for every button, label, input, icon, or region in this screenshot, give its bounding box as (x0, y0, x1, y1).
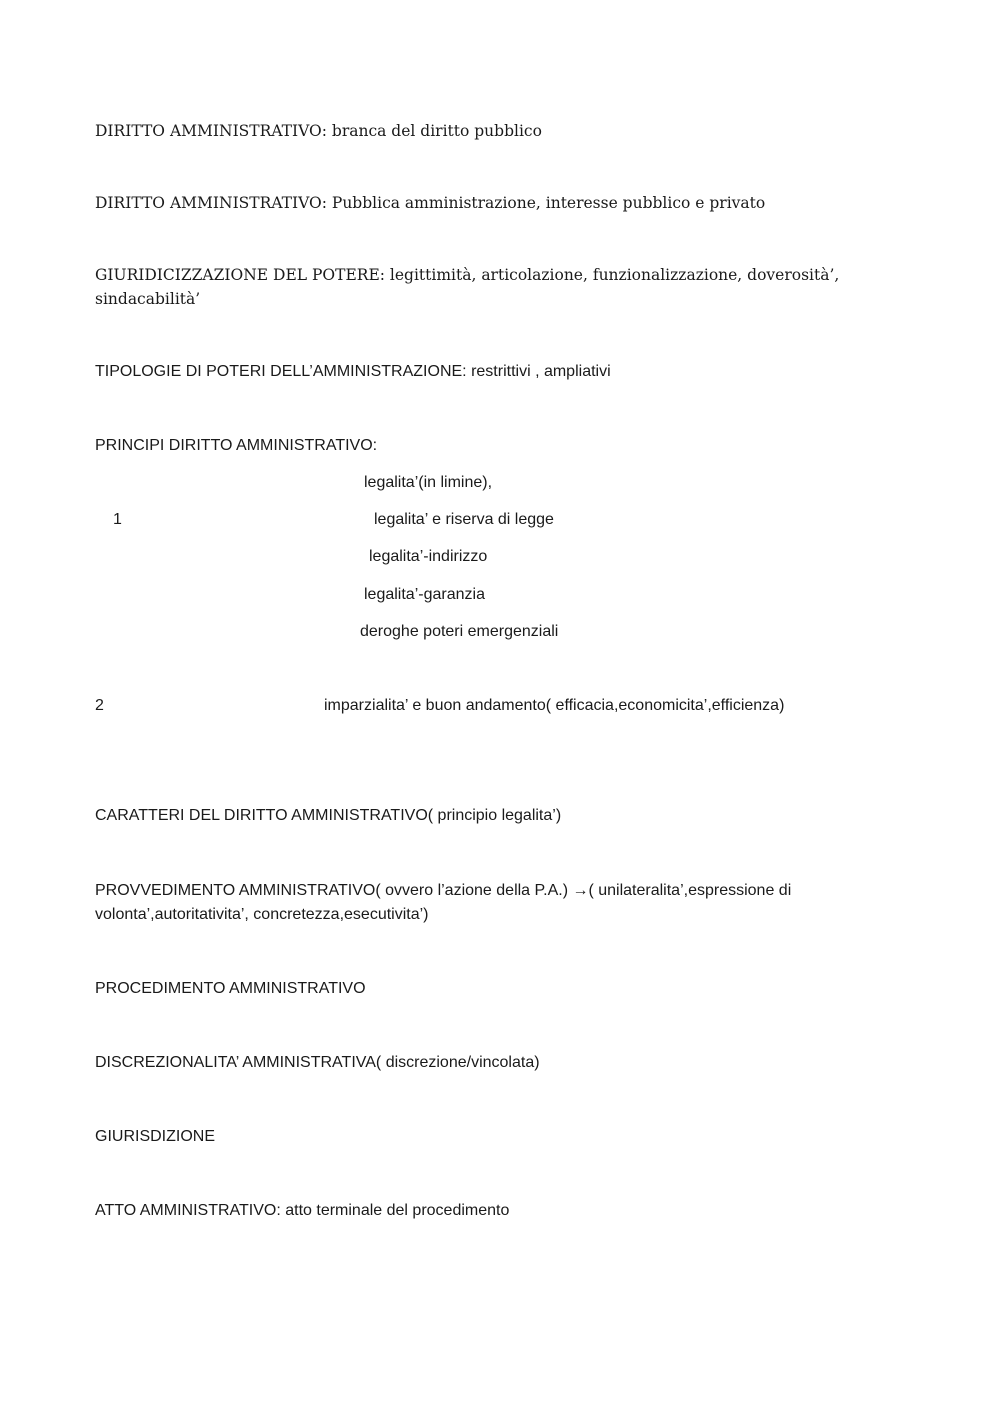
section-heading: PRINCIPI DIRITTO AMMINISTRATIVO: (95, 437, 378, 454)
principle-number: 2 (95, 697, 104, 714)
principle-item: legalita’ e riserva di legge (374, 511, 554, 528)
definition-line: DIRITTO AMMINISTRATIVO: branca del diritto pubblico (95, 122, 542, 140)
principle-item: legalita’(in limine), (364, 474, 493, 491)
section-heading: PROCEDIMENTO AMMINISTRATIVO (95, 980, 366, 997)
principle-item: deroghe poteri emergenziali (360, 623, 559, 640)
section-heading: DISCREZIONALITA’ AMMINISTRATIVA( discrezione/vincolata) (95, 1054, 540, 1071)
section-heading: CARATTERI DEL DIRITTO AMMINISTRATIVO( principio legalita’) (95, 807, 562, 824)
section-heading: ATTO AMMINISTRATIVO: atto terminale del procedimento (95, 1202, 510, 1219)
definition-line: DIRITTO AMMINISTRATIVO: Pubblica amministrazione, interesse pubblico e privato (95, 194, 766, 212)
principle-number: 1 (113, 511, 122, 528)
principle-item: legalita’-indirizzo (369, 548, 488, 565)
section-heading: GIURISDIZIONE (95, 1128, 216, 1145)
section-heading: PROVVEDIMENTO AMMINISTRATIVO( ovvero l’azione della P.A.) →( unilateralita’,espressione di volonta’,autoritativita’, concretezza,esecutivita’) (95, 882, 792, 923)
definition-line: TIPOLOGIE DI POTERI DELL’AMMINISTRAZIONE: restrittivi , ampliativi (95, 363, 611, 380)
principle-item: legalita’-garanzia (364, 586, 485, 603)
principle-item: imparzialita’ e buon andamento( efficacia,economicita’,efficienza) (324, 697, 785, 714)
definition-line: GIURIDICIZZAZIONE DEL POTERE: legittimità, articolazione, funzionalizzazione, doverosità’, sindacabilità’ (95, 266, 840, 308)
